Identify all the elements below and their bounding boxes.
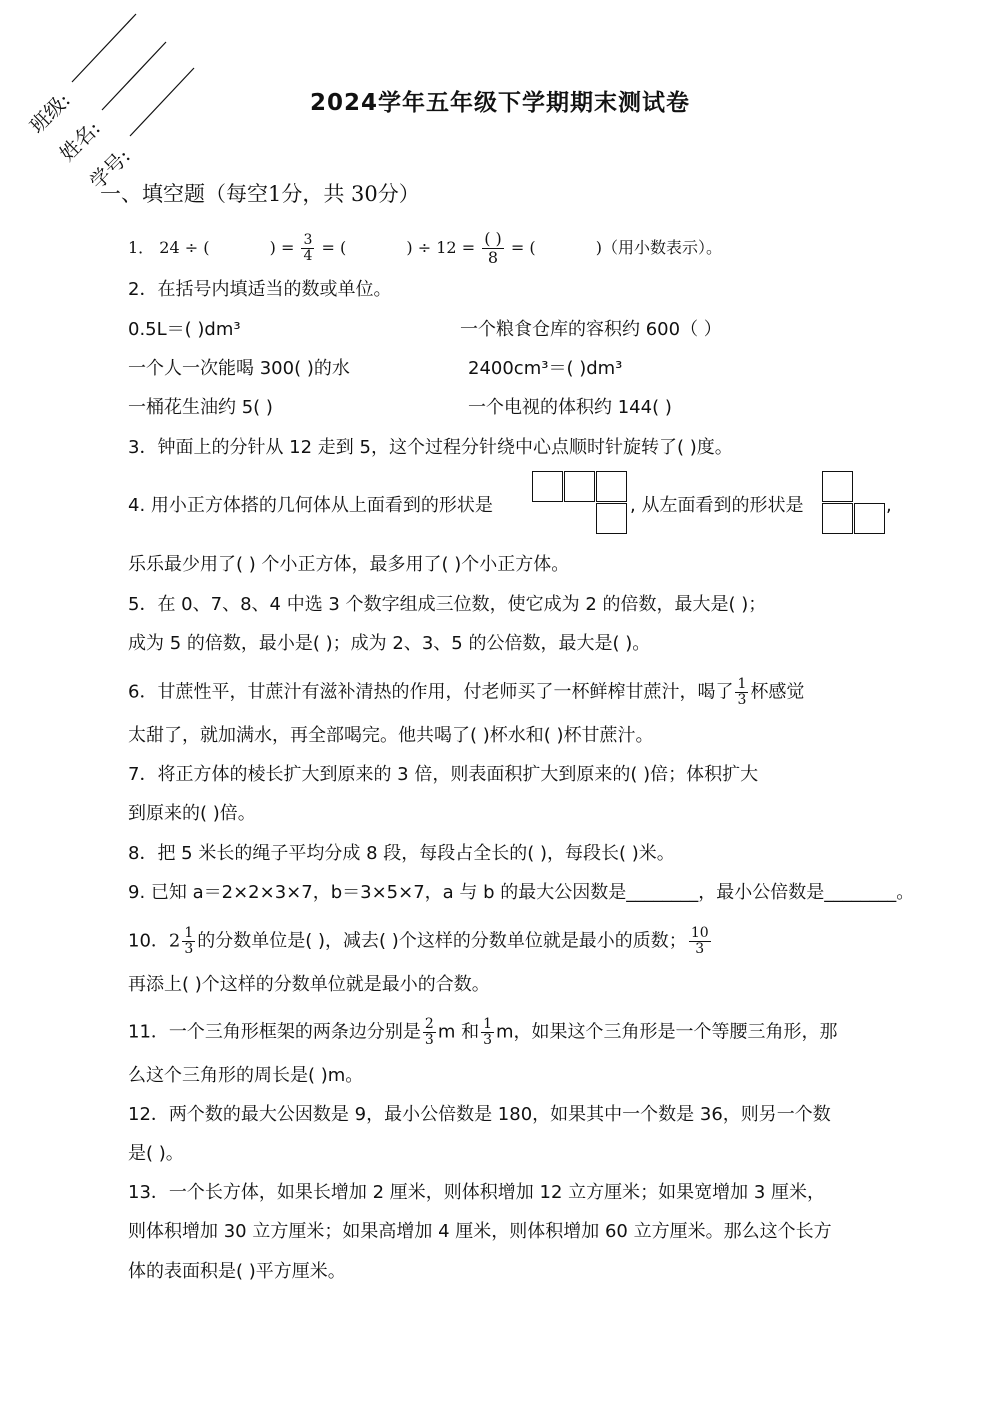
question-13-line-1: 13．一个长方体，如果长增加 2 厘米，则体积增加 12 立方厘米；如果宽增加 3 厘米， bbox=[128, 1182, 826, 1203]
q10-whole: 2 bbox=[168, 930, 181, 952]
question-12-line-2: 是( )。 bbox=[128, 1143, 184, 1164]
question-10-line-2: 再添上( )个这样的分数单位就是最小的合数。 bbox=[128, 974, 490, 995]
question-1 bbox=[128, 230, 722, 267]
q11-fraction-2-3: $\frac{2}{3}$ bbox=[424, 1016, 434, 1048]
question-7-line-1: 7．将正方体的棱长扩大到原来的 3 倍，则表面积扩大到原来的( )倍；体积扩大 bbox=[128, 764, 759, 785]
question-4-part-b: , 从左面看到的形状是 bbox=[630, 495, 804, 516]
q1-part-e: = ( bbox=[510, 238, 536, 257]
question-12-line-1: 12．两个数的最大公因数是 9，最小公倍数是 180，如果其中一个数是 36，则另一个数 bbox=[128, 1104, 831, 1125]
question-5-line-1: 5．在 0、7、8、4 中选 3 个数字组成三位数，使它成为 2 的倍数，最大是( )； bbox=[128, 594, 767, 615]
question-2: 2．在括号内填适当的数或单位。 bbox=[128, 279, 392, 300]
q2-item-2: 一个粮食仓库的容积约 600（ ） bbox=[460, 319, 722, 340]
q1-fraction-blank-8: $\frac{( )}{8}$ bbox=[484, 229, 502, 267]
q11-part-a: 11．一个三角形框架的两条边分别是 bbox=[128, 1021, 421, 1043]
question-5-line-2: 成为 5 的倍数，最小是( )；成为 2、3、5 的公倍数，最大是( )。 bbox=[128, 633, 651, 654]
q10-fraction-1-3: $\frac{1}{3}$ bbox=[184, 925, 194, 957]
q1-number: 1． bbox=[128, 238, 155, 257]
q1-fraction-3-4: $\frac{3}{4}$ bbox=[303, 232, 313, 264]
q11-part-c: m，如果这个三角形是一个等腰三角形，那 bbox=[496, 1021, 838, 1043]
q6-part-a: 6．甘蔗性平，甘蔗汁有滋补清热的作用，付老师买了一杯鲜榨甘蔗汁，喝了 bbox=[128, 681, 734, 703]
name-label: 姓名: bbox=[54, 115, 105, 166]
q1-part-d: ) ÷ 12 = bbox=[406, 238, 476, 257]
q1-part-a: 24 ÷ ( bbox=[159, 238, 210, 257]
question-11-line-1 bbox=[128, 1017, 838, 1048]
q2-item-6: 一个电视的体积约 144( ) bbox=[468, 397, 672, 418]
q6-fraction-1-3: $\frac{1}{3}$ bbox=[737, 676, 747, 708]
q6-part-b: 杯感觉 bbox=[750, 681, 805, 703]
q1-part-b: ) = bbox=[269, 238, 295, 257]
question-10-line-1 bbox=[128, 926, 713, 957]
question-4-line-2: 乐乐最少用了( ) 个小正方体，最多用了( )个小正方体。 bbox=[128, 554, 570, 575]
q10-part-a: 的分数单位是( )，减去( )个这样的分数单位就是最小的质数； bbox=[197, 930, 687, 952]
question-7-line-2: 到原来的( )倍。 bbox=[128, 803, 256, 824]
q1-part-f: )（用小数表示）。 bbox=[595, 238, 723, 257]
q11-fraction-1-3: $\frac{1}{3}$ bbox=[483, 1016, 493, 1048]
question-3: 3．钟面上的分针从 12 走到 5，这个过程分针绕中心点顺时针旋转了( )度。 bbox=[128, 437, 733, 458]
q2-item-5: 一桶花生油约 5( ) bbox=[128, 397, 273, 418]
question-11-line-2: 么这个三角形的周长是( )m。 bbox=[128, 1065, 364, 1086]
section-heading: 一、填空题（每空1分，共 30分） bbox=[100, 182, 420, 206]
q2-item-4: 2400cm³＝( )dm³ bbox=[468, 358, 623, 379]
question-8: 8．把 5 米长的绳子平均分成 8 段，每段占全长的( )，每段长( )米。 bbox=[128, 843, 675, 864]
exam-title: 2024学年五年级下学期期末测试卷 bbox=[309, 90, 690, 116]
student-id-label: 学号: bbox=[84, 143, 135, 194]
question-13-line-2: 则体积增加 30 立方厘米；如果高增加 4 厘米，则体积增加 60 立方厘米。那么这个长方 bbox=[128, 1221, 832, 1242]
class-label: 班级: bbox=[24, 87, 75, 138]
q10-number: 10． bbox=[128, 930, 169, 952]
question-13-line-3: 体的表面积是( )平方厘米。 bbox=[128, 1261, 346, 1282]
question-6-line-1 bbox=[128, 677, 804, 708]
q2-item-3: 一个人一次能喝 300( )的水 bbox=[128, 358, 350, 379]
question-4-part-a: 4. 用小正方体搭的几何体从上面看到的形状是 bbox=[128, 495, 493, 516]
question-9: 9. 已知 a＝2×2×3×7，b＝3×5×7，a 与 b 的最大公因数是________，最小公倍数是________。 bbox=[128, 882, 915, 903]
question-6-line-2: 太甜了，就加满水，再全部喝完。他共喝了( )杯水和( )杯甘蔗汁。 bbox=[128, 725, 654, 746]
q11-part-b: m 和 bbox=[437, 1021, 480, 1043]
q2-item-1: 0.5L＝( )dm³ bbox=[128, 319, 241, 340]
question-4-part-c: , bbox=[886, 495, 892, 516]
q1-part-c: = ( bbox=[321, 238, 347, 257]
q10-fraction-10-3: $\frac{10}{3}$ bbox=[690, 925, 709, 957]
